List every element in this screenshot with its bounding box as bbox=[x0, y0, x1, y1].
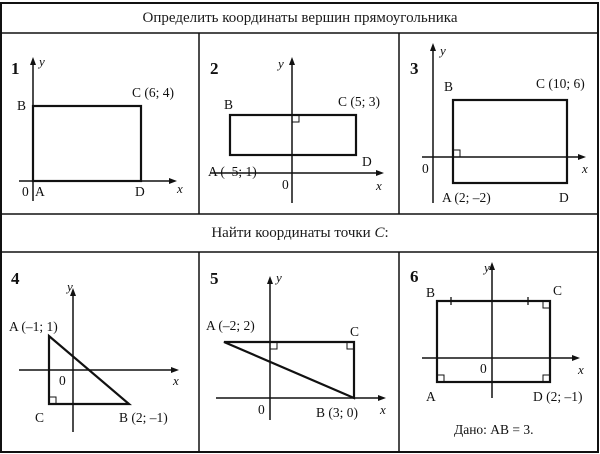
x-axis-label: x bbox=[582, 161, 588, 176]
vertex-b-label: B bbox=[17, 98, 27, 113]
y-axis-arrow bbox=[489, 262, 495, 270]
vertex-c-label: C bbox=[35, 410, 45, 425]
x-axis-label: x bbox=[177, 181, 183, 196]
vertex-c-label: C (6; 4) bbox=[132, 85, 174, 100]
y-axis-arrow bbox=[430, 43, 436, 51]
problem-2-figure bbox=[200, 33, 399, 214]
x-axis-arrow bbox=[378, 395, 386, 401]
origin-label: 0 bbox=[422, 161, 429, 176]
section-title-1: Определить координаты вершин прямоугольника bbox=[142, 10, 458, 26]
x-axis-arrow bbox=[572, 355, 580, 361]
y-axis-arrow bbox=[30, 57, 36, 65]
origin-label: 0 bbox=[258, 402, 265, 417]
y-axis-arrow bbox=[267, 276, 273, 284]
problem-number: 3 bbox=[410, 59, 419, 78]
vertex-b-label: B (2; –1) bbox=[119, 410, 168, 425]
vertex-a-label: A (–2; 2) bbox=[206, 318, 255, 333]
problem-5-figure bbox=[200, 252, 399, 452]
vertex-a-label: A bbox=[426, 389, 436, 404]
x-axis-arrow bbox=[578, 154, 586, 160]
problem-4-figure bbox=[1, 252, 199, 452]
problem-number: 4 bbox=[11, 269, 20, 288]
vertex-b-label: B (3; 0) bbox=[316, 405, 358, 420]
vertex-c-label: C bbox=[553, 283, 563, 298]
y-axis-label: y bbox=[484, 260, 490, 275]
vertex-a-label: A (2; –2) bbox=[442, 190, 491, 205]
vertex-d-label: D bbox=[362, 154, 372, 169]
y-axis-arrow bbox=[289, 57, 295, 65]
vertex-c-label: C bbox=[350, 324, 360, 339]
problem-6-figure bbox=[400, 252, 598, 452]
rectangle bbox=[437, 301, 550, 382]
y-axis-label: y bbox=[39, 54, 45, 69]
section-title-2: Найти координаты точки C: bbox=[211, 225, 389, 241]
problem-number: 5 bbox=[210, 269, 219, 288]
origin-label: 0 bbox=[59, 373, 66, 388]
triangle bbox=[224, 342, 354, 398]
y-axis-label: y bbox=[440, 43, 446, 58]
vertex-d-label: D (2; –1) bbox=[533, 389, 583, 404]
origin-label: 0 bbox=[480, 361, 487, 376]
vertex-a-label: A bbox=[35, 184, 45, 199]
y-axis-label: y bbox=[67, 279, 73, 294]
problem-1-figure bbox=[1, 33, 199, 214]
x-axis-label: x bbox=[578, 362, 584, 377]
y-axis-label: y bbox=[278, 56, 284, 71]
vertex-d-label: D bbox=[559, 190, 569, 205]
vertex-d-label: D bbox=[135, 184, 145, 199]
x-axis-label: x bbox=[376, 178, 382, 193]
rectangle bbox=[33, 106, 141, 181]
x-axis-label: x bbox=[380, 402, 386, 417]
origin-label: 0 bbox=[22, 184, 29, 199]
x-axis-arrow bbox=[169, 178, 177, 184]
origin-label: 0 bbox=[282, 177, 289, 192]
vertex-c-label: C (10; 6) bbox=[536, 76, 585, 91]
vertex-a-label: A (–5; 1) bbox=[208, 164, 257, 179]
x-axis-arrow bbox=[376, 170, 384, 176]
vertex-b-label: B bbox=[426, 285, 436, 300]
rectangle bbox=[453, 100, 567, 183]
given-condition: Дано: AB = 3. bbox=[454, 422, 534, 437]
x-axis-label: x bbox=[173, 373, 179, 388]
y-axis-label: y bbox=[276, 270, 282, 285]
problem-number: 2 bbox=[210, 59, 219, 78]
rectangle bbox=[230, 115, 356, 155]
vertex-c-label: C (5; 3) bbox=[338, 94, 380, 109]
vertex-a-label: A (–1; 1) bbox=[9, 319, 58, 334]
problem-number: 6 bbox=[410, 267, 419, 286]
vertex-b-label: B bbox=[224, 97, 234, 112]
problem-number: 1 bbox=[11, 59, 20, 78]
problem-3-figure bbox=[400, 33, 598, 214]
vertex-b-label: B bbox=[444, 79, 454, 94]
